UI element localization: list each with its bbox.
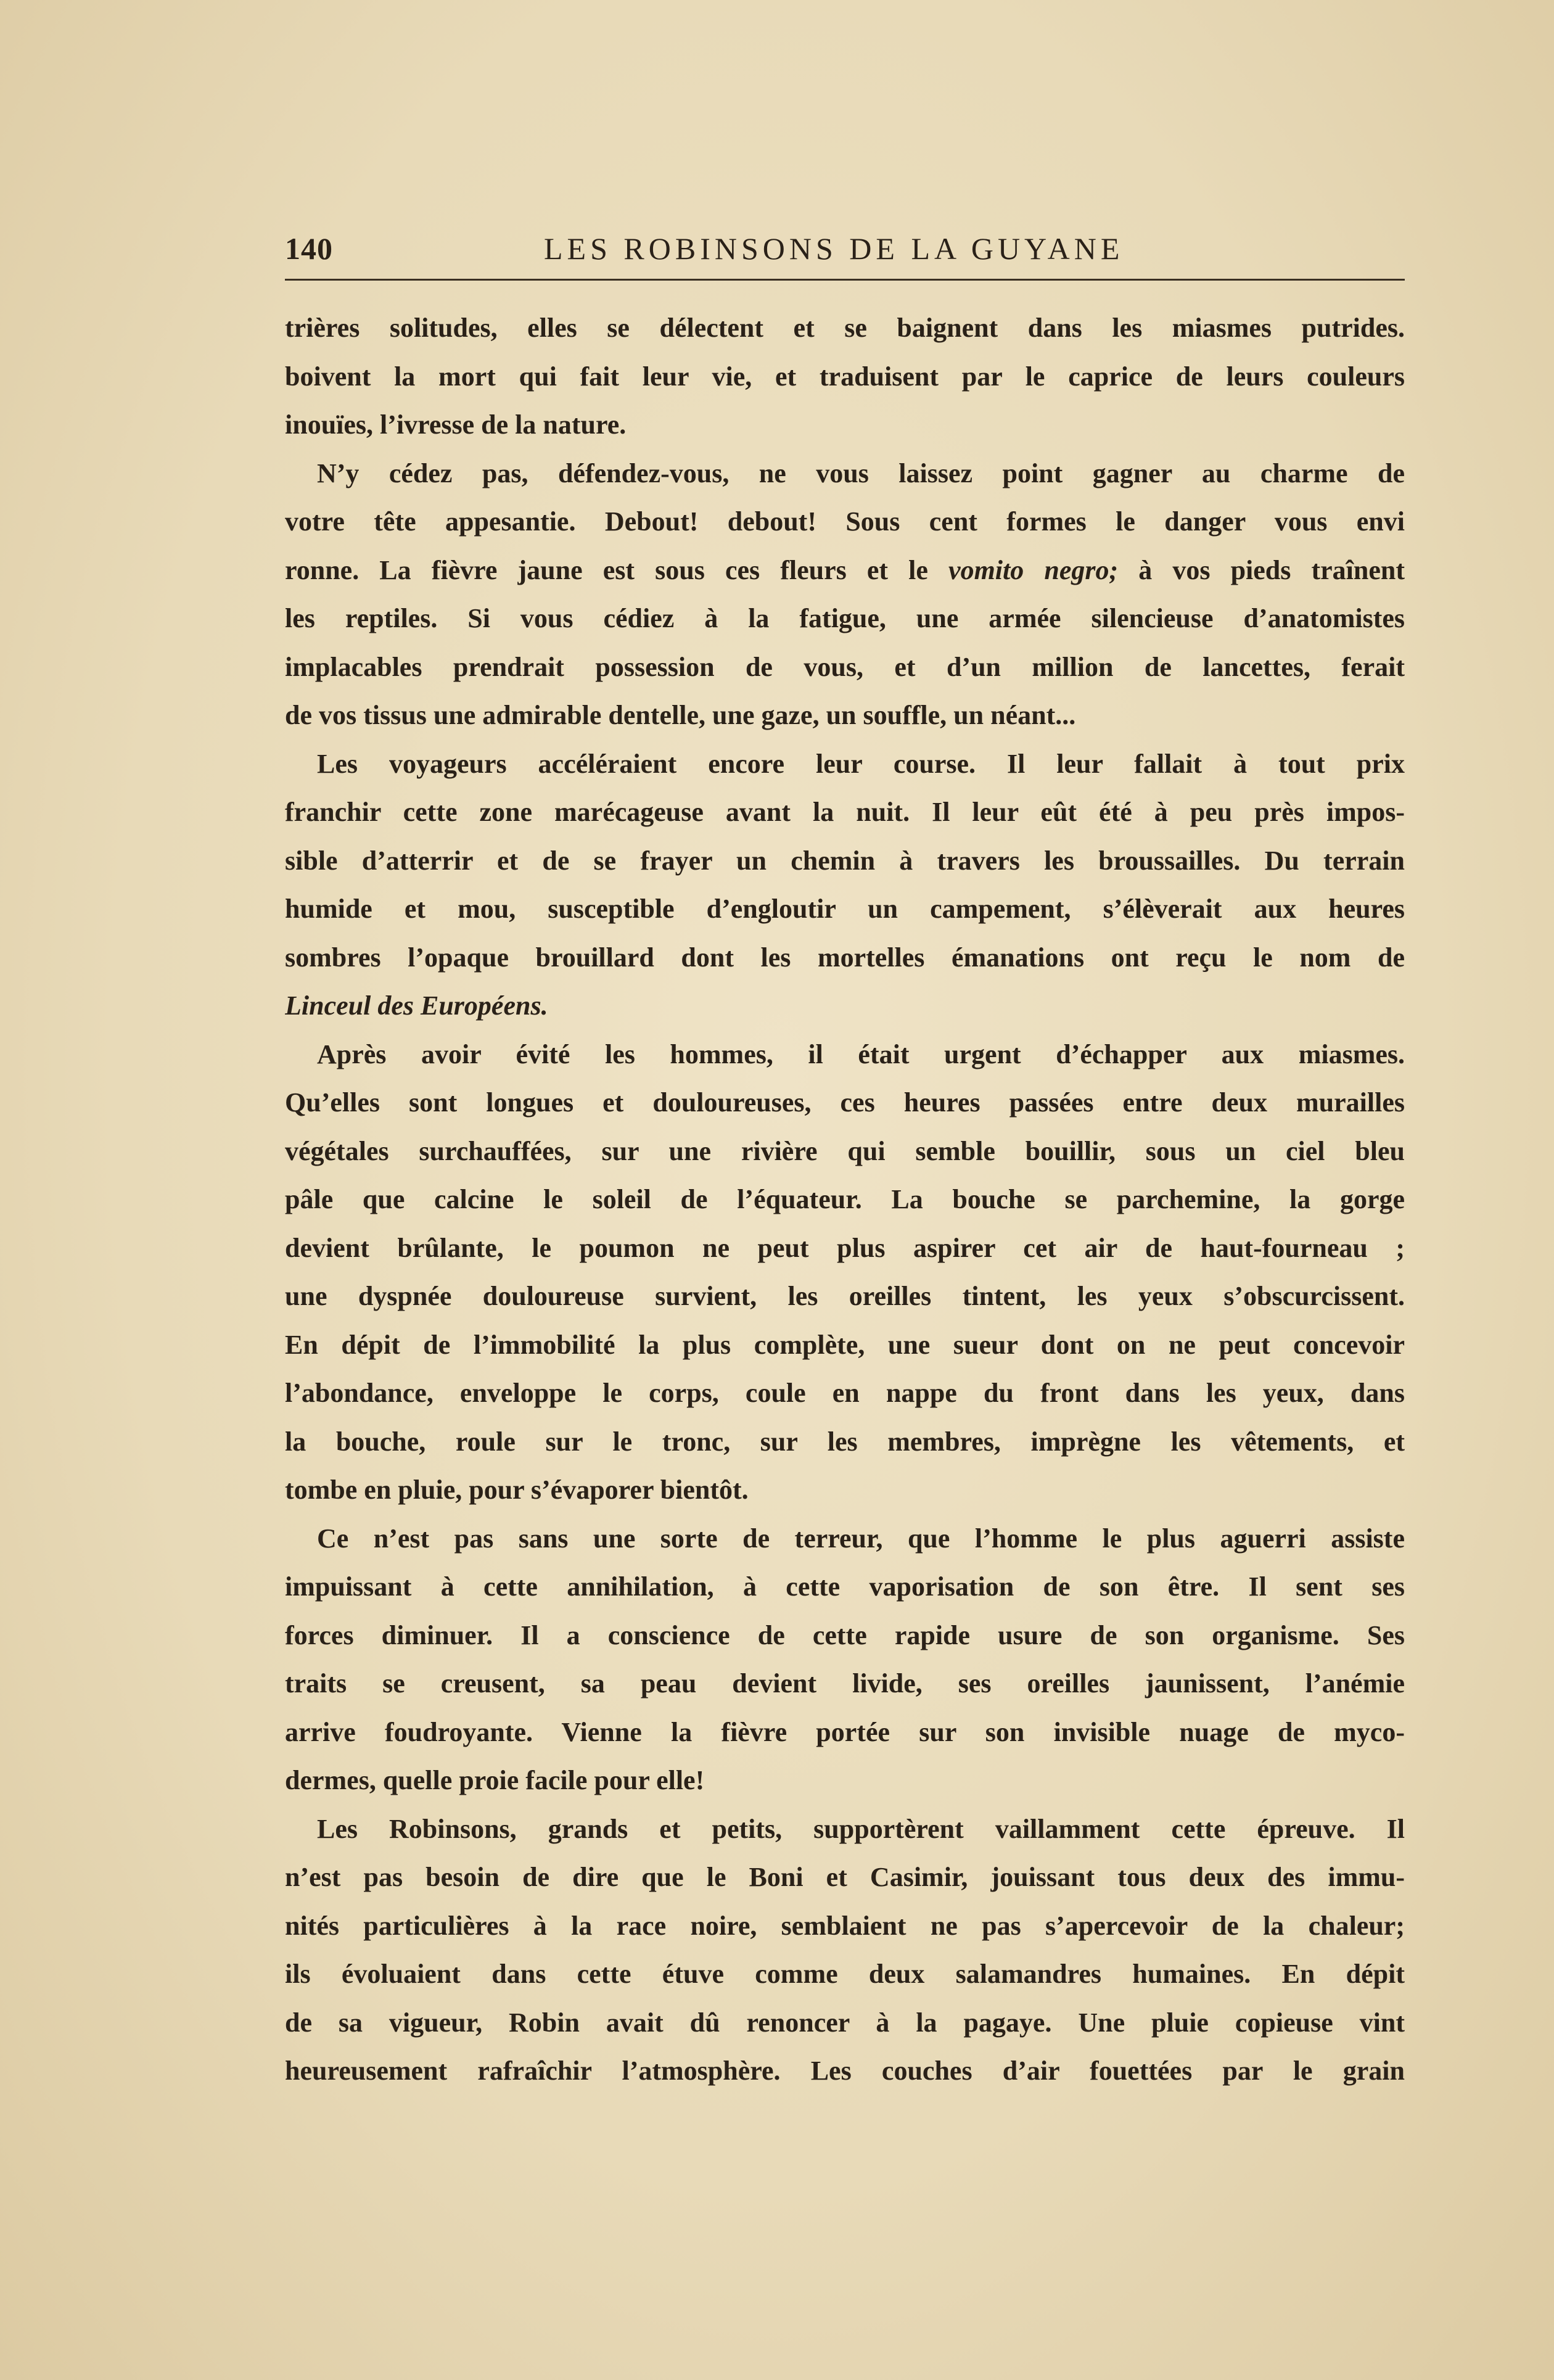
italic-text: Linceul des Européens. (285, 990, 548, 1021)
italic-text: vomito negro; (948, 554, 1119, 585)
text-line: n’est pas besoin de dire que le Boni et Casimir, jouissant tous deux des immu- (285, 1862, 1405, 1892)
header-rule (285, 279, 1405, 281)
text-line: heureusement rafraîchir l’atmosphère. Les couches d’air fouettées par le grain (285, 2056, 1405, 2086)
text-line: de vos tissus une admirable dentelle, une gaze, un souffle, un néant... (285, 700, 1076, 730)
text-line: forces diminuer. Il a conscience de cette rapide usure de son organisme. Ses (285, 1620, 1405, 1650)
text-line: Les voyageurs accéléraient encore leur course. Il leur fallait à tout prix (317, 748, 1405, 779)
text-line: les reptiles. Si vous cédiez à la fatigue, une armée silencieuse d’anatomistes (285, 603, 1405, 633)
text-line: traits se creusent, sa peau devient livide, ses oreilles jaunissent, l’anémie (285, 1668, 1405, 1699)
text-line: une dyspnée douloureuse survient, les oreilles tintent, les yeux s’obscurcissent. (285, 1281, 1405, 1311)
running-head (285, 222, 1405, 278)
text-line: tombe en pluie, pour s’évaporer bientôt. (285, 1475, 749, 1505)
body-text (285, 304, 1405, 2096)
text-line: implacables prendrait possession de vous, et d’un million de lancettes, ferait (285, 651, 1405, 682)
text-line (285, 546, 1405, 595)
page-number: 140 (285, 231, 333, 266)
text-line: humide et mou, susceptible d’engloutir un campement, s’élèverait aux heures (285, 894, 1405, 924)
text-segment: ronne. La fièvre jaune est sous ces fleurs et le (285, 554, 928, 585)
text-line: franchir cette zone marécageuse avant la nuit. Il leur eût été à peu près impos- (285, 797, 1405, 827)
text-line: sombres l’opaque brouillard dont les mortelles émanations ont reçu le nom de (285, 942, 1405, 973)
book-page (285, 222, 1405, 2096)
text-line: Après avoir évité les hommes, il était urgent d’échapper aux miasmes. (317, 1039, 1405, 1069)
text-line: ils évoluaient dans cette étuve comme deux salamandres humaines. En dépit (285, 1959, 1405, 1989)
text-line: N’y cédez pas, défendez-vous, ne vous laissez point gagner au charme de (317, 458, 1405, 488)
text-line: Les Robinsons, grands et petits, supportèrent vaillamment cette épreuve. Il (317, 1813, 1405, 1844)
text-line: dermes, quelle proie facile pour elle! (285, 1765, 705, 1795)
text-line: arrive foudroyante. Vienne la fièvre portée sur son invisible nuage de myco- (285, 1716, 1405, 1747)
text-line: devient brûlante, le poumon ne peut plus aspirer cet air de haut-fourneau ; (285, 1232, 1405, 1263)
text-line: impuissant à cette annihilation, à cette vaporisation de son être. Il sent ses (285, 1571, 1405, 1602)
text-line: l’abondance, enveloppe le corps, coule en nappe du front dans les yeux, dans (285, 1378, 1405, 1408)
text-segment: à vos pieds traînent (1138, 554, 1405, 585)
text-line: boivent la mort qui fait leur vie, et traduisent par le caprice de leurs couleurs (285, 361, 1405, 392)
text-line: nités particulières à la race noire, semblaient ne pas s’apercevoir de la chaleur; (285, 1910, 1405, 1941)
text-line: En dépit de l’immobilité la plus complète, une sueur dont on ne peut concevoir (285, 1329, 1405, 1360)
running-title: LES ROBINSONS DE LA GUYANE (544, 231, 1124, 266)
text-line: inouïes, l’ivresse de la nature. (285, 410, 627, 440)
text-line (285, 982, 1405, 1031)
text-line: la bouche, roule sur le tronc, sur les membres, imprègne les vêtements, et (285, 1426, 1405, 1457)
text-line: trières solitudes, elles se délectent et se baignent dans les miasmes putrides. (285, 313, 1405, 343)
text-line: Qu’elles sont longues et douloureuses, ces heures passées entre deux murailles (285, 1087, 1405, 1118)
text-line: Ce n’est pas sans une sorte de terreur, que l’homme le plus aguerri assiste (317, 1523, 1405, 1554)
text-line: votre tête appesantie. Debout! debout! Sous cent formes le danger vous envi (285, 506, 1405, 537)
text-line: de sa vigueur, Robin avait dû renoncer à la pagaye. Une pluie copieuse vint (285, 2007, 1405, 2038)
text-line: pâle que calcine le soleil de l’équateur. La bouche se parchemine, la gorge (285, 1184, 1405, 1214)
text-line: sible d’atterrir et de se frayer un chemin à travers les broussailles. Du terrain (285, 845, 1405, 876)
text-line: végétales surchauffées, sur une rivière qui semble bouillir, sous un ciel bleu (285, 1135, 1405, 1166)
